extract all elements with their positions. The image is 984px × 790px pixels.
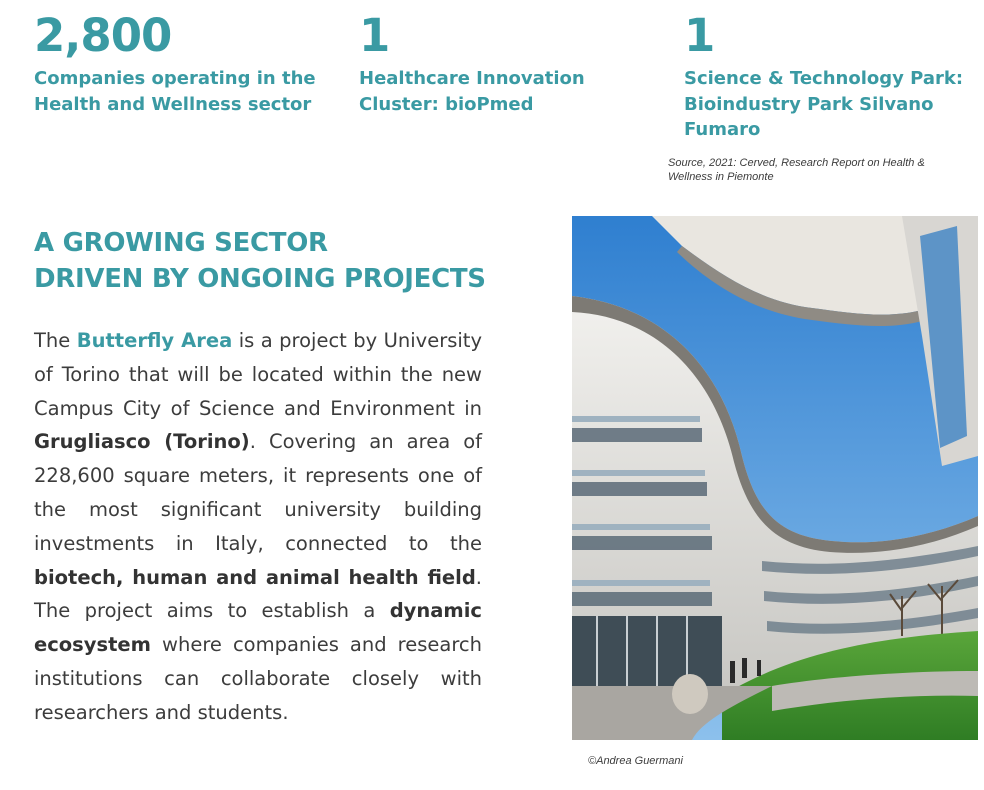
heading-line-1: A GROWING SECTOR xyxy=(34,228,328,258)
stat-science-park xyxy=(684,10,974,143)
campus-building-photo xyxy=(572,216,978,740)
stat-cluster xyxy=(359,10,609,117)
body-paragraph xyxy=(34,324,482,730)
stat-number: 2,800 xyxy=(34,9,172,62)
stat-number: 1 xyxy=(359,9,390,62)
heading-line-2: DRIVEN BY ONGOING PROJECTS xyxy=(34,264,486,294)
bold-field: biotech, human and animal health field xyxy=(34,565,476,589)
bold-ecosystem: dynamic ecosystem xyxy=(34,599,482,657)
highlight-butterfly-area: Butterfly Area xyxy=(76,329,233,352)
body-text: is a project by University of Torino that will be located within the new Campus City of Science and Environment in xyxy=(34,329,482,420)
body-text: where companies and research institutions can collaborate closely with researchers and students. xyxy=(34,633,482,724)
source-note: Source, 2021: Cerved, Research Report on Health & Wellness in Piemonte xyxy=(668,157,925,183)
stat-label: Science & Technology Park: Bioindustry Park Silvano Fumaro xyxy=(684,68,964,140)
stat-companies xyxy=(34,10,324,117)
section-heading xyxy=(34,225,504,297)
stat-number: 1 xyxy=(684,9,715,62)
photo-credit: ©Andrea Guermani xyxy=(588,755,683,767)
body-text: . The project aims to establish a xyxy=(34,565,482,623)
body-text: The xyxy=(34,329,77,352)
stat-label: Healthcare Innovation Cluster: bioPmed xyxy=(359,68,585,115)
stat-label: Companies operating in the Health and Wellness sector xyxy=(34,68,316,115)
bold-location: Grugliasco (Torino) xyxy=(34,430,250,454)
body-text: . Covering an area of 228,600 square meters, it represents one of the most significant university building investments in Italy, connected to the xyxy=(34,430,482,555)
